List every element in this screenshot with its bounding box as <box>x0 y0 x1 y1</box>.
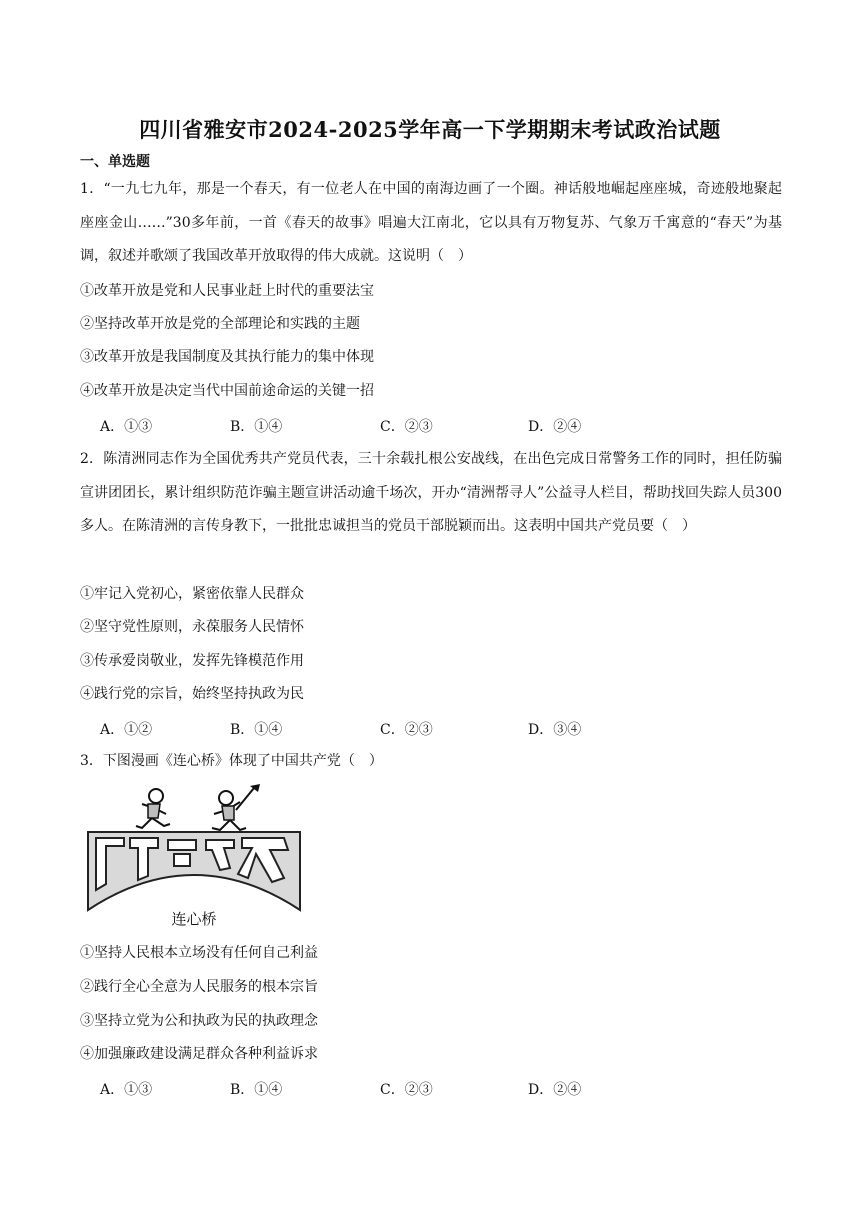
q2-choice-b[interactable]: B．①④ <box>230 722 283 738</box>
bridge-cartoon <box>84 784 304 934</box>
q1-item-2: ②坚持改革开放是党的全部理论和实践的主题 <box>80 316 360 332</box>
page-title: 四川省雅安市2024-2025学年高一下学期期末考试政治试题 <box>139 117 721 142</box>
question-3-stem: 3．下图漫画《连心桥》体现了中国共产党（ ） <box>80 753 383 769</box>
q3-choice-b[interactable]: B．①④ <box>230 1082 283 1098</box>
q2-choice-c[interactable]: C．②③ <box>380 722 433 738</box>
q3-choice-d[interactable]: D．②④ <box>528 1082 582 1098</box>
q2-item-1: ①牢记入党初心，紧密依靠人民群众 <box>80 586 304 602</box>
q3-item-1: ①坚持人民根本立场没有任何自己利益 <box>80 945 318 961</box>
q1-item-3: ③改革开放是我国制度及其执行能力的集中体现 <box>80 349 374 365</box>
question-1-stem: 1．“一九七九年，那是一个春天，有一位老人在中国的南海边画了一个圈。神话般地崛起座座城，奇迹般地聚起座座金山……”30多年前，一首《春天的故事》唱遍大江南北，它以具有万物复苏、气象万千寓意的“春天”为基调，叙述并歌颂了我国改革开放取得的伟大成就。这说明（ ） <box>80 181 782 264</box>
q2-choice-a[interactable]: A．①② <box>100 722 153 738</box>
q3-choice-a[interactable]: A．①③ <box>100 1082 153 1098</box>
q1-choices <box>100 416 700 436</box>
q3-choice-c[interactable]: C．②③ <box>380 1082 433 1098</box>
q3-item-2: ②践行全心全意为人民服务的根本宗旨 <box>80 979 318 995</box>
q2-item-4: ④践行党的宗旨，始终坚持执政为民 <box>80 686 304 702</box>
q2-choices <box>100 719 700 739</box>
q1-choice-b[interactable]: B．①④ <box>230 419 283 435</box>
q1-choice-c[interactable]: C．②③ <box>380 419 433 435</box>
q3-choices <box>100 1079 700 1099</box>
q1-item-4: ④改革开放是决定当代中国前途命运的关键一招 <box>80 383 374 399</box>
q1-choice-a[interactable]: A．①③ <box>100 419 153 435</box>
q3-item-4: ④加强廉政建设满足群众各种利益诉求 <box>80 1046 318 1062</box>
section-heading: 一、单选题 <box>80 154 150 170</box>
question-2-stem: 2．陈清洲同志作为全国优秀共产党员代表，三十余载扎根公安战线，在出色完成日常警务工作的同时，担任防骗宣讲团团长，累计组织防范诈骗主题宣讲活动逾千场次，开办“清洲帮寻人”公益寻人栏目，帮助找回失踪人员300多人。在陈清洲的言传身教下，一批批忠诚担当的党员干部脱颖而出。这表明中国共产党员要（ ） <box>80 451 782 534</box>
q3-item-3: ③坚持立党为公和执政为民的执政理念 <box>80 1013 318 1029</box>
bridge-illustration <box>84 784 304 914</box>
q2-item-2: ②坚守党性原则，永葆服务人民情怀 <box>80 619 304 635</box>
cartoon-caption: 连心桥 <box>171 910 217 928</box>
q2-choice-d[interactable]: D．③④ <box>528 722 582 738</box>
q2-item-3: ③传承爱岗敬业，发挥先锋模范作用 <box>80 653 304 669</box>
q1-item-1: ①改革开放是党和人民事业赶上时代的重要法宝 <box>80 283 374 299</box>
q1-choice-d[interactable]: D．②④ <box>528 419 582 435</box>
